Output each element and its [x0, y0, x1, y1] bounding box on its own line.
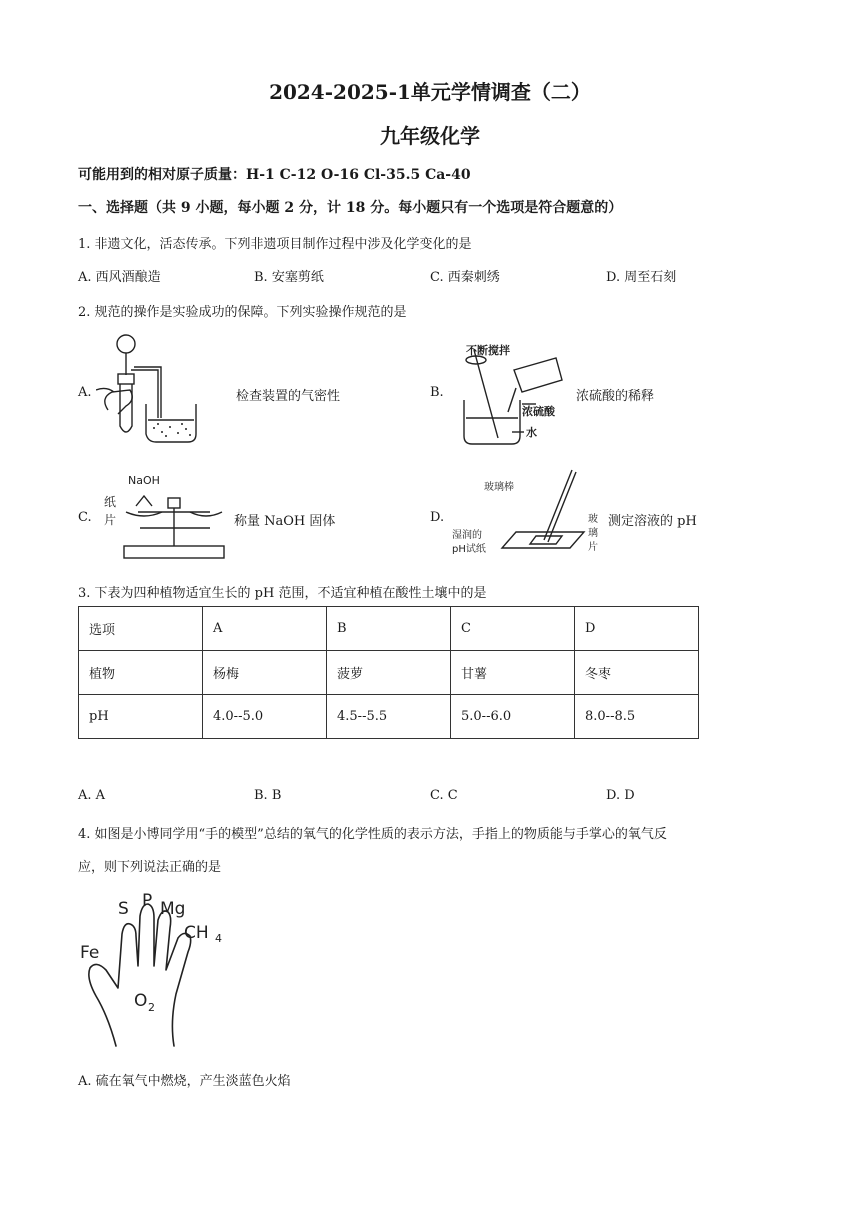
ph-table: [78, 606, 699, 739]
label-glass-3: 片: [588, 542, 598, 553]
hand-label-mg: Mg: [160, 899, 186, 919]
label-wet: 湿润的: [452, 530, 482, 541]
question-4-stem-line-1: 4. 如图是小博同学用“手的模型”总结的氧气的化学性质的表示方法，手指上的物质能与手掌心的氧气反: [78, 827, 667, 842]
label-glass-2: 璃: [588, 528, 598, 539]
question-2-option-b-caption: 浓硫酸的稀释: [576, 389, 655, 404]
question-4-option-a[interactable]: A. 硫在氧气中燃烧，产生淡蓝色火焰: [78, 1074, 291, 1089]
question-4-stem-line-2: 应，则下列说法正确的是: [78, 860, 222, 875]
question-2-option-a-caption: 检查装置的气密性: [236, 389, 341, 404]
table-cell: A: [203, 607, 327, 651]
label-glass-rod: 玻璃棒: [484, 482, 514, 493]
table-cell: 5.0--6.0: [451, 695, 575, 739]
table-cell: 冬枣: [575, 651, 699, 695]
table-cell: B: [327, 607, 451, 651]
question-1-option-a[interactable]: A. 西风酒酿造: [78, 270, 161, 285]
question-1-option-d[interactable]: D. 周至石刻: [606, 270, 677, 285]
table-cell: 植物: [79, 651, 203, 695]
question-2-option-a-letter[interactable]: A.: [78, 385, 92, 400]
atomic-masses: 可能用到的相对原子质量：H-1 C-12 O-16 Cl-35.5 Ca-40: [78, 167, 471, 183]
question-2-option-d-letter[interactable]: D.: [430, 510, 445, 525]
question-3-option-a[interactable]: A. A: [78, 788, 106, 803]
hand-model-figure: [78, 886, 238, 1056]
question-2-option-d-caption: 测定溶液的 pH: [608, 514, 697, 529]
label-naoh: NaOH: [128, 474, 160, 487]
label-concentrated-acid: 浓硫酸: [522, 405, 555, 418]
question-1-option-b[interactable]: B. 安塞剪纸: [254, 270, 324, 285]
hand-label-fe: Fe: [80, 943, 100, 963]
question-3-option-c[interactable]: C. C: [430, 788, 458, 803]
hand-label-ch-subscript: 4: [215, 932, 222, 945]
label-ph-paper: pH试纸: [452, 544, 486, 555]
label-stir: 不断搅拌: [466, 344, 510, 357]
table-cell: D: [575, 607, 699, 651]
table-row: [79, 695, 699, 739]
hand-label-s: S: [118, 899, 129, 919]
table-row: [79, 607, 699, 651]
table-cell: 8.0--8.5: [575, 695, 699, 739]
hand-label-p: P: [142, 891, 153, 911]
page-subtitle: 九年级化学: [380, 124, 480, 148]
table-cell: C: [451, 607, 575, 651]
question-2-option-c-letter[interactable]: C.: [78, 510, 92, 525]
label-glass-1: 玻: [588, 514, 598, 525]
hand-label-o-subscript: 2: [148, 1001, 155, 1014]
table-cell: 4.0--5.0: [203, 695, 327, 739]
question-2-stem: 2. 规范的操作是实验成功的保障。下列实验操作规范的是: [78, 305, 407, 320]
question-2-option-b-letter[interactable]: B.: [430, 385, 444, 400]
question-1-option-c[interactable]: C. 西秦刺绣: [430, 270, 500, 285]
acid-dilution-figure: [452, 340, 572, 450]
section-heading: 一、选择题（共 9 小题，每小题 2 分，计 18 分。每小题只有一个选项是符合题意的）: [78, 200, 623, 216]
hand-label-ch: CH: [184, 923, 209, 943]
ph-test-figure: [452, 466, 604, 562]
table-row: [79, 651, 699, 695]
question-3-option-d[interactable]: D. D: [606, 788, 635, 803]
hand-label-o: O: [134, 991, 148, 1011]
label-paper-1: 纸: [104, 495, 117, 509]
question-1-stem: 1. 非遗文化，活态传承。下列非遗项目制作过程中涉及化学变化的是: [78, 237, 472, 252]
question-2-option-c-caption: 称量 NaOH 固体: [234, 514, 336, 529]
label-water: 水: [526, 426, 537, 439]
table-cell: 选项: [79, 607, 203, 651]
table-cell: 杨梅: [203, 651, 327, 695]
balance-figure: [100, 468, 230, 564]
label-paper-2: 片: [104, 513, 117, 527]
table-cell: pH: [79, 695, 203, 739]
table-cell: 菠萝: [327, 651, 451, 695]
question-3-stem: 3. 下表为四种植物适宜生长的 pH 范围，不适宜种植在酸性土壤中的是: [78, 586, 487, 601]
question-3-option-b[interactable]: B. B: [254, 788, 282, 803]
airtightness-check-figure: [96, 330, 212, 450]
page-title: 2024-2025-1单元学情调查（二）: [269, 80, 591, 104]
table-cell: 甘薯: [451, 651, 575, 695]
table-cell: 4.5--5.5: [327, 695, 451, 739]
